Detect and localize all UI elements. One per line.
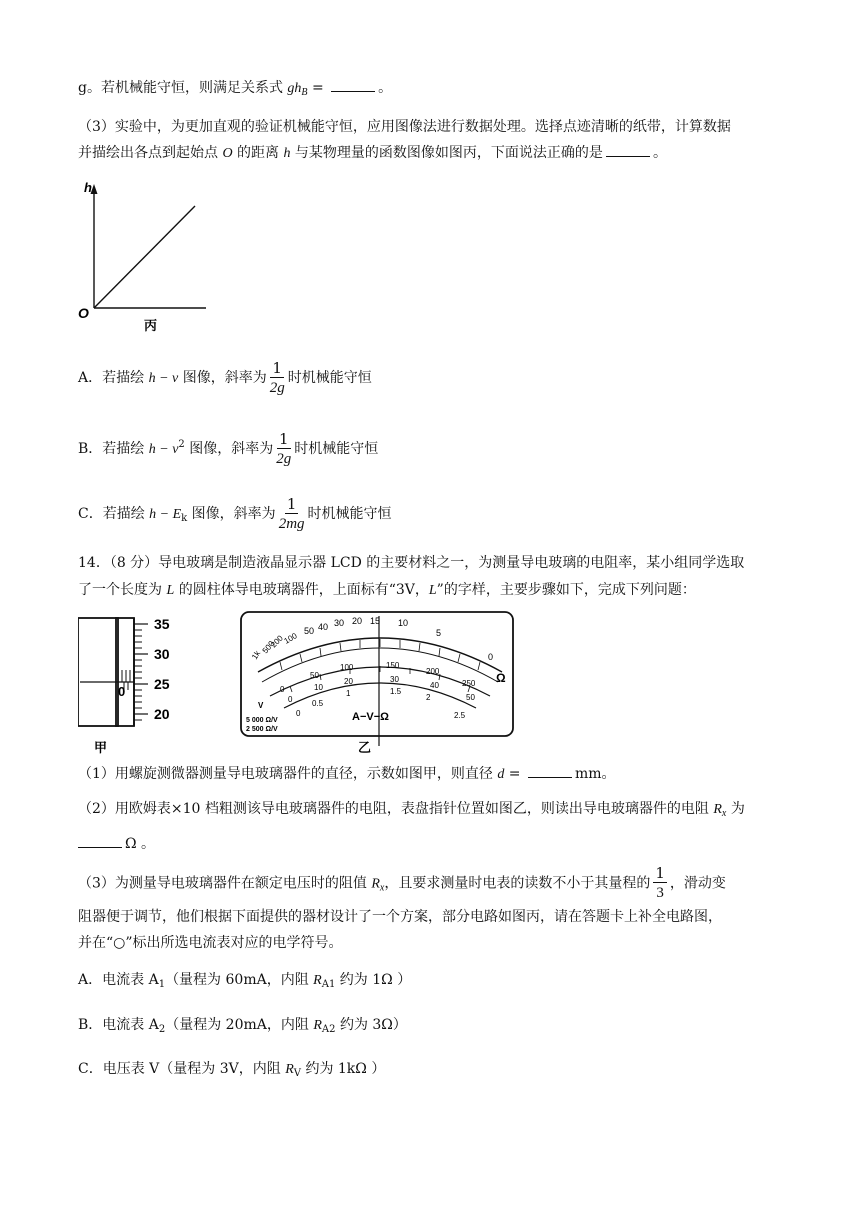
answer-blank[interactable] (78, 835, 122, 848)
q14-intro2: 了一个长度为 L 的圆柱体导电玻璃器件，上面标有“3V，L”的字样，主要步骤如下，完成下列问题： (78, 582, 696, 598)
micrometer-tick-30: 30 (154, 646, 170, 662)
choice-b[interactable]: B．电流表 $A_2$（量程为 20mA，内阻 $R_{A2}$ 约为 3Ω） (78, 1017, 407, 1035)
relation-line: g。若机械能守恒，则满足关系式 $gh_B$ = 。 (78, 80, 393, 98)
option-b[interactable]: B．若描绘 $h - v^2$ 图像，斜率为 $\frac{1}{2g}$ 时机械能守恒 (78, 429, 379, 467)
part3-line2: 并描绘出各点到起始点 O 的距离 h 与某物理量的函数图像如图丙，下面说法正确的是 。 (78, 145, 667, 161)
dc2-label-10: 10 (314, 683, 323, 692)
choice-a[interactable]: A．电流表 $A_1$（量程为 60mA，内阻 $R_{A1}$ 约为 1Ω ） (78, 972, 412, 990)
ohm-label-50: 50 (304, 626, 315, 636)
ohm-label-500: 500 (260, 639, 277, 656)
meter-center-label: A−V−Ω (352, 711, 389, 723)
ohm-label-200: 200 (269, 633, 285, 650)
q14-part3-line2: 阻器便于调节，他们根据下面提供的器材设计了一个方案，部分电路如图丙，请在答题卡上补全电路图， (78, 909, 722, 925)
option-a[interactable]: A．若描绘 h − v 图像，斜率为 $\frac{1}{2g}$ 时机械能守恒 (78, 358, 372, 396)
meter-spec1: 5 000 Ω/V (246, 717, 278, 724)
ohm-label-15: 15 (370, 616, 381, 626)
ac-label-2: 2 (426, 693, 431, 702)
meter-spec2: 2 500 Ω/V (246, 726, 278, 733)
micrometer-ticks (134, 624, 148, 720)
ohm-label-10: 10 (398, 618, 409, 628)
option-c[interactable]: C．若描绘 $h - E_k$ 图像，斜率为 $\frac{1}{2mg}$ 时机械能守恒 (78, 494, 392, 532)
micrometer-tick-35: 35 (154, 616, 170, 632)
choice-c[interactable]: C．电压表 V（量程为 3V，内阻 $R_V$ 约为 1kΩ ） (78, 1061, 386, 1079)
micrometer-caption: 甲 (94, 740, 108, 755)
omega-symbol: Ω (496, 671, 506, 685)
ac-label-1: 1 (346, 689, 351, 698)
graph-origin: O (78, 305, 89, 321)
dc2-label-40: 40 (430, 681, 439, 690)
q14-part2: （2）用欧姆表×10 档粗测该导电玻璃器件的电阻，表盘指针位置如图乙，则读出导电玻璃器件的电阻 $R_x$ 为 (78, 801, 745, 819)
graph-ylabel: h (84, 180, 92, 195)
q14-intro1: 14．（8 分）导电玻璃是制造液晶显示器 LCD 的主要材料之一，为测量导电玻璃的电阻率，某小组同学选取 (78, 555, 745, 571)
ohm-label-40: 40 (318, 622, 329, 632)
ac-label-1.5: 1.5 (390, 687, 402, 696)
dc-label-150: 150 (386, 661, 400, 670)
ohm-label-0: 0 (488, 652, 494, 662)
answer-blank[interactable] (528, 765, 572, 778)
q14-part2-answer: Ω 。 (78, 834, 155, 854)
q14-part1: （1）用螺旋测微器测量导电玻璃器件的直径，示数如图甲，则直径 d = mm。 (78, 766, 616, 782)
micrometer-tick-25: 25 (154, 676, 170, 692)
micrometer-figure (78, 610, 210, 760)
ohm-label-1k: 1k (250, 649, 263, 662)
dc-label-250: 250 (462, 679, 476, 688)
dc-label-100: 100 (340, 663, 354, 672)
ohm-label-30: 30 (334, 618, 345, 628)
ohm-label-20: 20 (352, 616, 363, 626)
graph-caption: 丙 (144, 318, 158, 333)
dc2-label-20: 20 (344, 677, 353, 686)
q14-part3-line3: 并在“○”标出所选电流表对应的电学符号。 (78, 935, 343, 951)
micrometer-main-zero: 0 (118, 684, 126, 699)
meter-caption: 乙 (358, 740, 372, 755)
meter-v-symbol: V (258, 701, 264, 710)
ac-label-2.5: 2.5 (454, 711, 466, 720)
answer-blank[interactable] (331, 79, 375, 92)
dc-label-0: 0 (280, 685, 285, 694)
ohm-label-100: 100 (282, 631, 299, 646)
dc2-label-0: 0 (288, 695, 293, 704)
micrometer-tick-20: 20 (154, 706, 170, 722)
part3-line1: （3）实验中，为更加直观的验证机械能守恒，应用图像法进行数据处理。选择点迹清晰的纸带，计算数据 (78, 119, 731, 135)
dc-label-200: 200 (426, 667, 440, 676)
ac-label-0.5: 0.5 (312, 699, 324, 708)
ac-label-0: 0 (296, 709, 301, 718)
answer-blank[interactable] (606, 144, 650, 157)
dc2-label-30: 30 (390, 675, 399, 684)
graph-bing (74, 172, 214, 337)
dc2-label-50: 50 (466, 693, 475, 702)
multimeter-figure (240, 608, 515, 758)
q14-part3-line1: （3）为测量导电玻璃器件在额定电压时的阻值 $R_x$，且要求测量时电表的读数不小于其量程的 $\frac{1}{3}$ ，滑动变 (78, 864, 726, 901)
ohm-label-5: 5 (436, 628, 442, 638)
dc-label-50: 50 (310, 671, 319, 680)
meter-ticks (280, 639, 480, 692)
